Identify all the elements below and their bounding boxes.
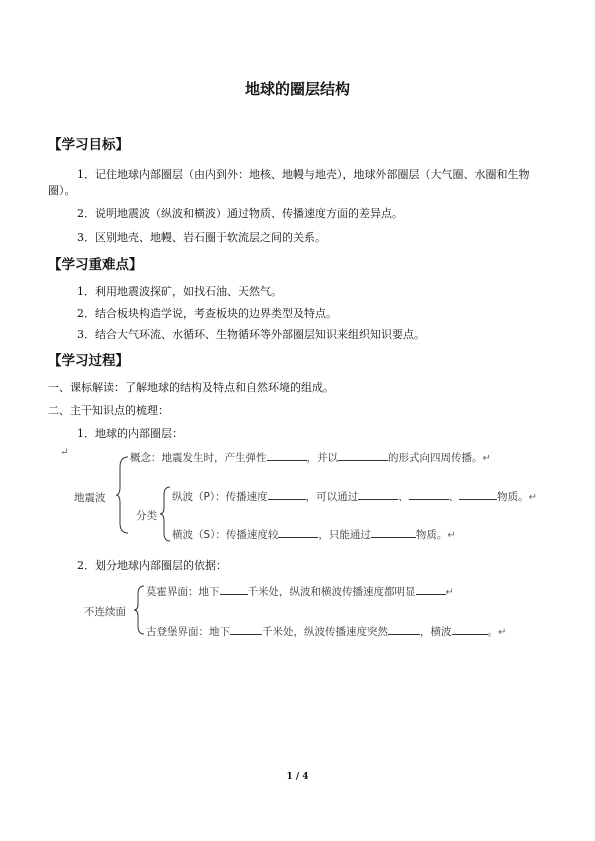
paragraph-mark-icon: ↵	[60, 447, 69, 458]
classification-label: 分类	[136, 510, 157, 522]
moho-line: 莫霍界面：地下 千米处，纵波和横波传播速度都明显 ↵	[146, 586, 454, 598]
key-point-3: 3．结合大气环流、水循环、生物循环等外部圈层知识来组织知识要点。	[77, 328, 425, 341]
p-wave-line: 纵波（P）：传播速度 ，可以通过 、 、 物质。↵	[172, 491, 537, 503]
blank[interactable]	[388, 624, 420, 635]
blank[interactable]	[371, 527, 416, 538]
paragraph-mark-icon: ↵	[528, 492, 537, 503]
blank[interactable]	[459, 489, 497, 500]
blank[interactable]	[268, 489, 306, 500]
seismic-wave-diagram	[60, 445, 537, 545]
key-points-heading: 【学习重难点】	[48, 257, 143, 273]
process-sub-1: 1．地球的内部圈层：	[77, 427, 183, 440]
blank[interactable]	[416, 584, 446, 595]
blank[interactable]	[452, 624, 488, 635]
paragraph-mark-icon: ↵	[447, 530, 456, 541]
blank[interactable]	[278, 527, 318, 538]
key-point-2: 2．结合板块构造学说，考查板块的边界类型及特点。	[77, 307, 337, 320]
process-line-2: 二、主干知识点的梳理：	[48, 404, 169, 417]
discontinuity-root: 不连续面	[84, 606, 126, 618]
inner-brace-icon	[160, 485, 172, 543]
blank[interactable]	[230, 624, 262, 635]
blank[interactable]	[409, 489, 449, 500]
page-number: 1 / 4	[286, 772, 309, 782]
key-point-1: 1．利用地震波探矿，如找石油、天然气。	[77, 285, 282, 298]
goals-heading: 【学习目标】	[48, 137, 129, 153]
process-sub-2: 2．划分地球内部圈层的依据：	[77, 559, 227, 572]
goal-item-3: 3．区别地壳、地幔、岩石圈于软流层之间的关系。	[77, 231, 326, 244]
blank[interactable]	[358, 489, 398, 500]
paragraph-mark-icon: ↵	[482, 453, 491, 464]
goal-item-2: 2．说明地震波（纵波和横波）通过物质、传播速度方面的差异点。	[77, 207, 403, 220]
paragraph-mark-icon: ↵	[445, 587, 454, 598]
goal-item-1: 1．记住地球内部圈层（由内到外：地核、地幔与地壳），地球外部圈层（大气圈、水圈和生物圈）。	[48, 168, 530, 197]
blank[interactable]	[220, 584, 248, 595]
paragraph-mark-icon: ↵	[498, 627, 507, 638]
seismic-wave-root: 地震波	[74, 492, 106, 504]
discontinuity-brace-icon	[134, 584, 146, 636]
blank[interactable]	[267, 450, 307, 461]
process-line-1: 一、课标解读：了解地球的结构及特点和自然环境的组成。	[48, 381, 334, 394]
gutenberg-line: 古登堡界面：地下 千米处，纵波传播速度突然 ，横波 。↵	[146, 626, 507, 638]
outer-brace-icon	[116, 455, 130, 535]
blank[interactable]	[338, 450, 388, 461]
discontinuity-diagram	[84, 580, 524, 642]
process-heading: 【学习过程】	[48, 353, 129, 369]
page-title: 地球的圈层结构	[244, 80, 350, 98]
s-wave-line: 横波（S）：传播速度较 ，只能通过 物质。↵	[172, 529, 456, 541]
concept-line: 概念：地震发生时，产生弹性 ，并以 的形式向四周传播。↵	[130, 452, 491, 464]
